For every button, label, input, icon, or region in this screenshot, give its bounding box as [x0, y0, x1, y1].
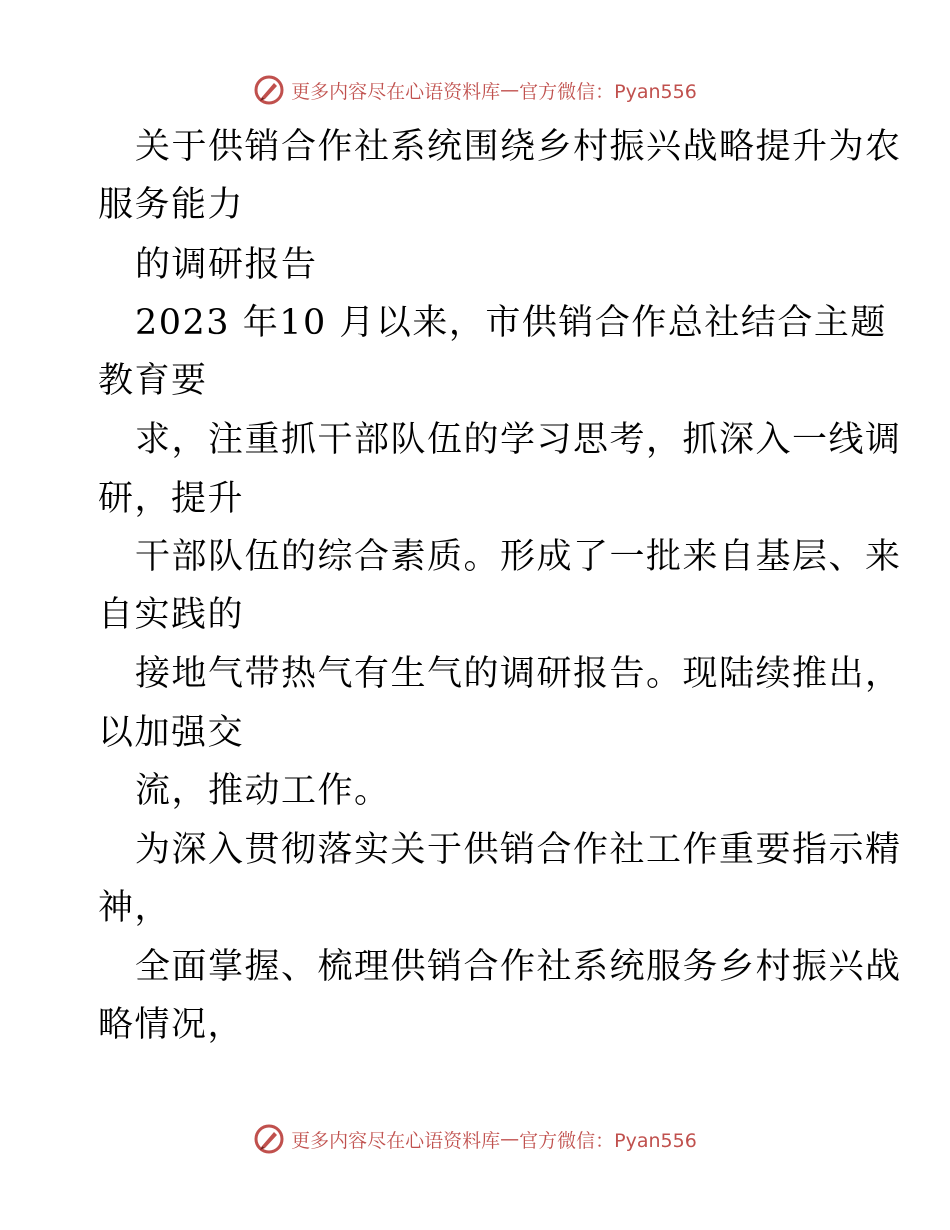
text-line: 为深入贯彻落实关于供销合作社工作重要指示精 — [135, 830, 902, 870]
text-line: 2023 年10 月以来，市供销合作总社结合主题 — [135, 303, 887, 343]
footer-watermark-banner — [0, 1119, 950, 1159]
text-line: 研，提升 — [98, 479, 245, 519]
text-line: 自实践的 — [98, 595, 245, 635]
text-line: 以加强交 — [98, 713, 245, 753]
banner-separator: — — [500, 1128, 520, 1150]
pen-logo-icon — [253, 1123, 285, 1155]
text-line: 服务能力 — [98, 185, 245, 225]
text-line: 求，注重抓干部队伍的学习思考，抓深入一线调 — [135, 420, 902, 460]
text-line: 略情况， — [98, 1005, 245, 1045]
banner-wechat-text: 官方微信：Pyan556 — [519, 80, 697, 103]
text-line: 流，推动工作。 — [135, 771, 391, 811]
banner-wechat-text: 官方微信：Pyan556 — [519, 1129, 697, 1152]
text-line: 接地气带热气有生气的调研报告。现陆续推出， — [135, 654, 902, 694]
pen-logo-icon — [253, 74, 285, 106]
text-line: 全面掌握、梳理供销合作社系统服务乡村振兴战 — [135, 947, 902, 987]
header-watermark-banner — [0, 70, 950, 110]
text-line: 教育要 — [98, 361, 208, 401]
text-line: 关于供销合作社系统围绕乡村振兴战略提升为农 — [135, 127, 902, 167]
text-line: 干部队伍的综合素质。形成了一批来自基层、来 — [135, 537, 902, 577]
banner-separator: — — [500, 79, 520, 101]
banner-brand-text: 更多内容尽在心语资料库 — [291, 1129, 501, 1152]
text-line: 神， — [98, 888, 172, 928]
text-line: 的调研报告 — [135, 245, 318, 285]
banner-brand-text: 更多内容尽在心语资料库 — [291, 80, 501, 103]
